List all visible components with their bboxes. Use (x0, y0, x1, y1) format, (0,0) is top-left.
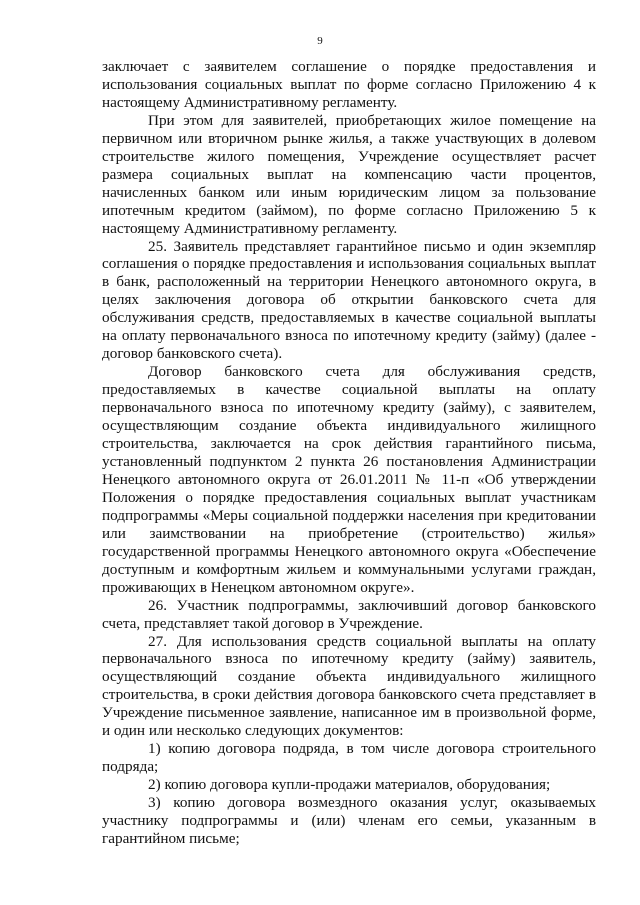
paragraph-interest-calculation: При этом для заявителей, приобретающих жилое помещение на первичном или вторичном рынке жилья, а также участвующих в долевом строительстве жилого помещения, Учреждение осуществляет расчет размера социальных выплат на компенсацию части процентов, начисленных банком или иным юридическим лицом за пользование ипотечным кредитом (займом), по форме согласно Приложению 5 к настоящему Административному регламенту. (102, 111, 596, 237)
list-item-2: 2) копию договора купли-продажи материалов, оборудования; (148, 776, 551, 794)
list-item-3: 3) копию договора возмездного оказания услуг, оказываемых участнику подпрограммы и (или) членам его семьи, указанным в гарантийном письме; (102, 794, 596, 847)
list-item-1: 1) копию договора подряда, в том числе договора строительного подряда; (102, 740, 596, 776)
paragraph-bank-account-agreement: Договор банковского счета для обслуживания средств, предоставляемых в качестве социальной выплаты на оплату первоначального взноса по ипотечному кредиту (займу), с заявителем, осуществляющим создание объекта индивидуального жилищного строительства, заключается на срок действия гарантийного письма, установленный подпунктом 2 пункта 26 постановления Администрации Ненецкого автономного округа от 26.01.2011 № 11-п «Об утверждении Положения о порядке предоставления социальных выплат участникам подпрограммы «Меры социальной поддержки населения при кредитовании или заимствовании на приобретение (строительство) жилья» государственной программы Ненецкого автономного округа «Обеспечение доступным и комфортным жильем и коммунальными услугами граждан, проживающих в Ненецком автономном округе». (102, 363, 596, 596)
paragraph-item-25: 25. Заявитель представляет гарантийное письмо и один экземпляр соглашения о порядке предоставления и использования социальных выплат в банк, расположенный на территории Ненецкого автономного округа, в целях заключения договора об открытии банковского счета для обслуживания средств, предоставляемых в качестве социальной выплаты на оплату первоначального взноса по ипотечному кредиту (займу) (далее - договор банковского счета). (102, 237, 596, 363)
paragraph-continuation: заключает с заявителем соглашение о порядке предоставления и использования социальных выплат по форме согласно Приложению 4 к настоящему Административному регламенту. (102, 58, 596, 111)
paragraph-item-27: 27. Для использования средств социальной выплаты на оплату первоначального взноса по ипотечному кредиту (займу) заявитель, осуществляющий создание объекта индивидуального жилищного строительства, в сроки действия договора банковского счета представляет в Учреждение письменное заявление, написанное им в произвольной форме, и один или несколько следующих документов: (102, 632, 596, 740)
paragraph-item-26: 26. Участник подпрограммы, заключивший договор банковского счета, представляет такой договор в Учреждение. (102, 596, 596, 632)
document-body (102, 58, 596, 848)
page-number: 9 (317, 35, 323, 47)
